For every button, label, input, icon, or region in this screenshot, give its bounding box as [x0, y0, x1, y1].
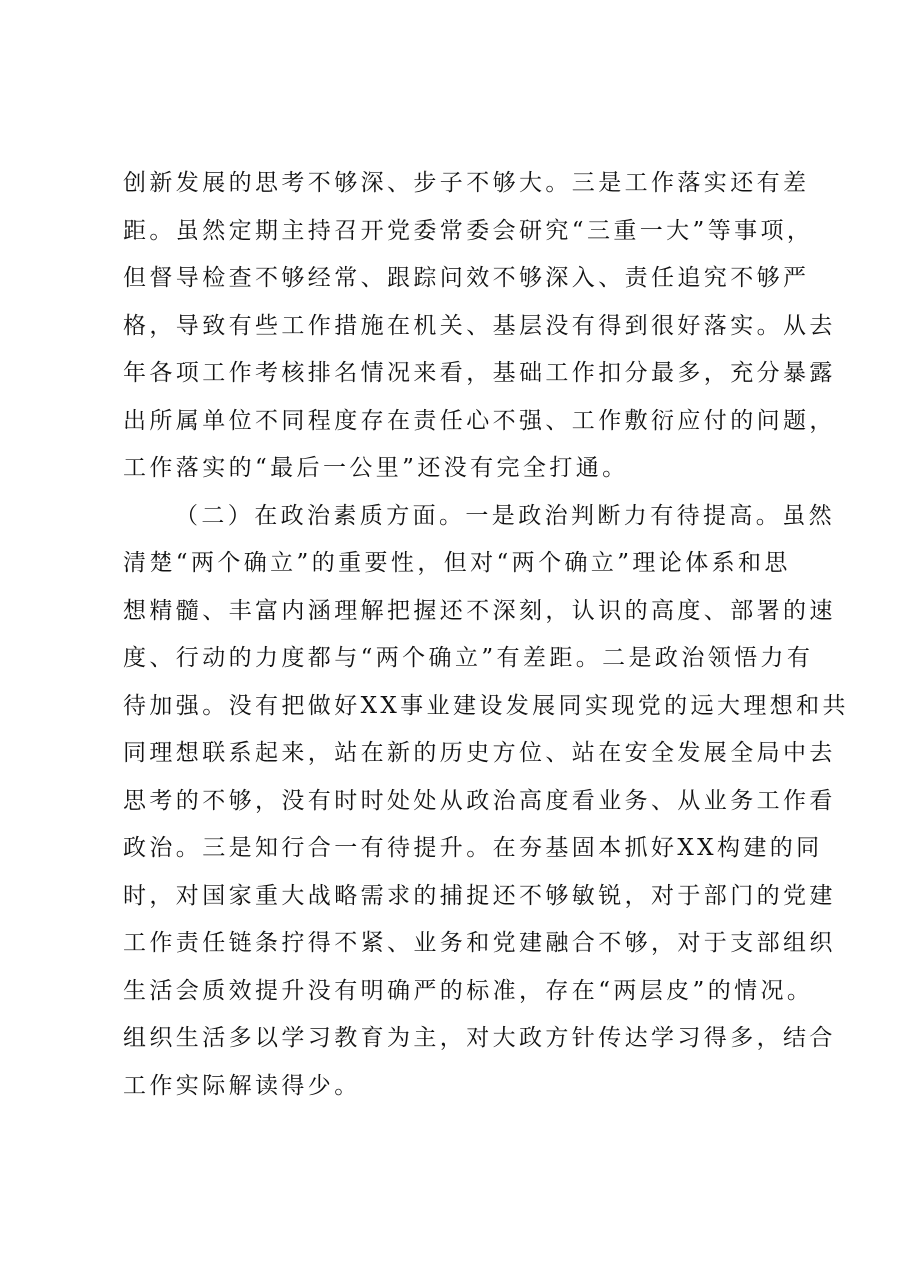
text-line-20: 工作实际解读得少。 [123, 1072, 361, 1099]
text-line-2: 距。虽然定期主持召开党委常委会研究“三重一大”等事项， [123, 217, 814, 244]
text-line-7: 工作落实的“最后一公里”还没有完全打通。 [123, 455, 629, 481]
text-line-1: 创新发展的思考不够深、步子不够大。三是工作落实还有差 [123, 170, 810, 196]
text-line-9: 清楚“两个确立”的重要性，但对“两个确立”理论体系和思 [123, 550, 791, 576]
text-line-12: 待加强。没有把做好XX事业建设发展同实现党的远大理想和共 [123, 692, 849, 719]
text-line-11: 度、行动的力度都与“两个确立”有差距。二是政治领悟力有 [123, 645, 814, 671]
text-line-13: 同理想联系起来，站在新的历史方位、站在安全发展全局中去 [123, 740, 836, 766]
text-line-6: 出所属单位不同程度存在责任心不强、工作敷衍应付的问题， [123, 407, 836, 434]
text-line-4: 格，导致有些工作措施在机关、基层没有得到很好落实。从去 [123, 312, 836, 339]
text-line-5: 年各项工作考核排名情况来看，基础工作扣分最多，充分暴露 [123, 360, 836, 386]
text-line-15: 政治。三是知行合一有待提升。在夯基固本抓好XX构建的同 [123, 835, 823, 861]
text-line-14: 思考的不够，没有时时处处从政治高度看业务、从业务工作看 [123, 787, 836, 814]
text-line-19: 组织生活多以学习教育为主，对大政方针传达学习得多，结合 [123, 1025, 836, 1051]
text-line-3: 但督导检查不够经常、跟踪问效不够深入、责任追究不够严 [123, 265, 810, 291]
text-line-18: 生活会质效提升没有明确严的标准，存在“两层皮”的情况。 [123, 977, 814, 1004]
text-line-16: 时，对国家重大战略需求的捕捉还不够敏锐，对于部门的党建 [123, 882, 836, 909]
document-body [123, 160, 849, 1110]
section-heading-line: （二）在政治素质方面。一是政治判断力有待提高。虽然 [175, 502, 835, 529]
text-line-10: 想精髓、丰富内涵理解把握还不深刻，认识的高度、部署的速 [123, 597, 836, 624]
text-line-17: 工作责任链条拧得不紧、业务和党建融合不够，对于支部组织 [123, 930, 836, 956]
